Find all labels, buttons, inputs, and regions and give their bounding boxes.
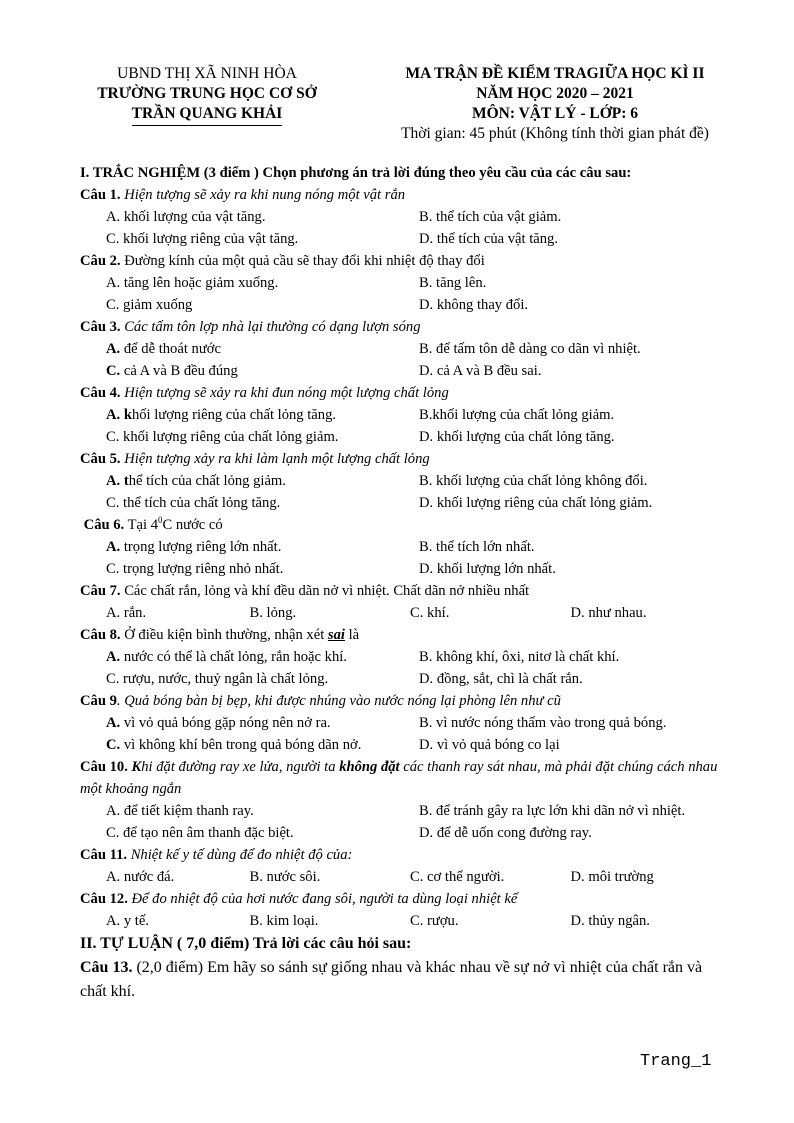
option-d: D. khối lượng lớn nhất.: [419, 561, 556, 577]
option-a: A. y tế.: [106, 913, 149, 929]
question-2: [80, 250, 720, 272]
option-d: D. môi trường: [570, 869, 654, 885]
question-13: [80, 956, 720, 1004]
question-text: Khi đặt đường ray xe lửa, người ta không đặt các thanh ray sát nhau, mà phải đặt chúng cách nhau một khoảng ngắn: [80, 759, 718, 797]
options-row: [80, 206, 720, 228]
question-text: Ở điều kiện bình thường, nhận xét sai là: [124, 627, 360, 643]
options-row: [80, 866, 720, 888]
option-c: C. trọng lượng riêng nhỏ nhất.: [106, 561, 284, 577]
question-label: Câu 4.: [80, 385, 121, 401]
option-c: C. rượu, nước, thuỷ ngân là chất lỏng.: [106, 671, 329, 687]
question-12: [80, 888, 720, 910]
question-7: [80, 580, 720, 602]
option-b: B. không khí, ôxi, nitơ là chất khí.: [419, 649, 620, 665]
option-a: A. khối lượng của vật tăng.: [106, 209, 266, 225]
question-10: [80, 756, 720, 800]
question-text: . Quả bóng bàn bị bẹp, khi được nhúng vào nước nóng lại phòng lên như cũ: [116, 693, 561, 709]
option-d: D. khối lượng của chất lỏng tăng.: [419, 429, 615, 445]
option-a: A. nước đá.: [106, 869, 175, 885]
option-c: C. khối lượng riêng của chất lỏng giảm.: [106, 429, 339, 445]
option-d: D. thể tích của vật tăng.: [419, 231, 558, 247]
question-label: Câu 9: [80, 693, 117, 709]
question-label: Câu 8.: [80, 627, 121, 643]
school-header: [62, 64, 352, 126]
question-9: [80, 690, 720, 712]
question-text: Hiện tượng sẽ xảy ra khi nung nóng một vật rắn: [124, 187, 406, 203]
question-text: Để đo nhiệt độ của hơi nước đang sôi, người ta dùng loại nhiệt kế: [131, 891, 518, 907]
question-8: [80, 624, 720, 646]
question-label: Câu 11.: [80, 847, 128, 863]
question-text: Hiện tượng xảy ra khi làm lạnh một lượng chất lỏng: [124, 451, 430, 467]
option-c: C. cả A và B đều đúng: [106, 363, 238, 379]
question-4: [80, 382, 720, 404]
options-row: [80, 228, 720, 250]
question-label: Câu 12.: [80, 891, 128, 907]
option-a: A. để dễ thoát nước: [106, 341, 221, 357]
question-1: [80, 184, 720, 206]
options-row: [80, 360, 720, 382]
question-text: Tại $4^0C$ nước có: [127, 515, 223, 533]
option-c: C. khí.: [410, 605, 450, 621]
options-row: [80, 712, 720, 734]
question-text: Nhiệt kế y tế dùng để đo nhiệt độ của:: [130, 847, 353, 863]
option-a: A. nước có thể là chất lỏng, rắn hoặc khí.: [106, 649, 347, 665]
options-row: [80, 536, 720, 558]
option-b: B. nước sôi.: [249, 869, 321, 885]
options-row: [80, 492, 720, 514]
options-row: [80, 800, 720, 822]
option-b: B.khối lượng của chất lỏng giảm.: [419, 407, 615, 423]
question-label: Câu 13.: [80, 959, 133, 976]
option-a: A. trọng lượng riêng lớn nhất.: [106, 539, 282, 555]
question-text: (2,0 điểm) Em hãy so sánh sự giống nhau và khác nhau về sự nở vì nhiệt của chất rắn và chất khí.: [80, 959, 703, 1000]
question-label: Câu 10.: [80, 759, 128, 775]
option-b: B. để tấm tôn dễ dàng co dãn vì nhiệt.: [419, 341, 641, 357]
option-d: D. để dễ uốn cong đường ray.: [419, 825, 592, 841]
option-c: C. cơ thể người.: [410, 869, 505, 885]
option-b: B. tăng lên.: [419, 275, 487, 291]
option-d: D. không thay đổi.: [419, 297, 529, 313]
question-text: Các tấm tôn lợp nhà lại thường có dạng lượn sóng: [124, 319, 421, 335]
page-number: Trang_1: [640, 1052, 712, 1071]
option-b: B. lỏng.: [249, 605, 297, 621]
option-a: A. thể tích của chất lỏng giảm.: [106, 473, 286, 489]
options-row: [80, 404, 720, 426]
option-d: D. như nhau.: [570, 605, 647, 621]
options-row: [80, 272, 720, 294]
question-6: [80, 514, 720, 536]
option-c: C. vì không khí bên trong quả bóng dãn nở.: [106, 737, 362, 753]
option-a: A. khối lượng riêng của chất lỏng tăng.: [106, 407, 337, 423]
option-d: D. khối lượng riêng của chất lỏng giảm.: [419, 495, 653, 511]
exam-duration: Thời gian: 45 phút (Không tính thời gian phát đề): [401, 125, 709, 142]
options-row: [80, 668, 720, 690]
option-c: C. khối lượng riêng của vật tăng.: [106, 231, 299, 247]
exam-header: [350, 64, 760, 144]
option-a: A. vì vỏ quả bóng gặp nóng nên nở ra.: [106, 715, 331, 731]
options-row: [80, 602, 720, 624]
question-label: Câu 5.: [80, 451, 121, 467]
option-d: D. đồng, sắt, chì là chất rắn.: [419, 671, 583, 687]
option-b: B. khối lượng của chất lỏng không đổi.: [419, 473, 648, 489]
options-row: [80, 646, 720, 668]
question-text: Các chất rắn, lỏng và khí đều dãn nở vì nhiệt. Chất dãn nở nhiều nhất: [124, 583, 530, 599]
options-row: [80, 558, 720, 580]
school-name: TRẦN QUANG KHẢI: [132, 104, 283, 126]
school-type: TRƯỜNG TRUNG HỌC CƠ SỞ: [97, 85, 317, 102]
section1-title: I. TRẮC NGHIỆM (3 điểm ) Chọn phương án trả lời đúng theo yêu cầu của các câu sau:: [80, 165, 632, 181]
option-d: D. thủy ngân.: [570, 913, 650, 929]
question-label: Câu 2.: [80, 253, 121, 269]
question-5: [80, 448, 720, 470]
options-row: [80, 426, 720, 448]
option-c: C. để tạo nên âm thanh đặc biệt.: [106, 825, 294, 841]
options-row: [80, 294, 720, 316]
section2-title: II. TỰ LUẬN ( 7,0 điểm) Trả lời các câu hỏi sau:: [80, 935, 412, 952]
options-row: [80, 470, 720, 492]
option-a: A. để tiết kiệm thanh ray.: [106, 803, 254, 819]
options-row: [80, 910, 720, 932]
question-11: [80, 844, 720, 866]
option-b: B. vì nước nóng thấm vào trong quả bóng.: [419, 715, 667, 731]
options-row: [80, 822, 720, 844]
question-label: Câu 3.: [80, 319, 121, 335]
option-d: D. vì vỏ quả bóng co lại: [419, 737, 560, 753]
question-label: Câu 1.: [80, 187, 121, 203]
option-b: B. thể tích của vật giảm.: [419, 209, 562, 225]
exam-title: MA TRẬN ĐỀ KIỂM TRAGIỮA HỌC KÌ II: [405, 65, 705, 82]
option-c: C. rượu.: [410, 913, 459, 929]
options-row: [80, 338, 720, 360]
question-text: Hiện tượng sẽ xảy ra khi đun nóng một lượng chất lỏng: [124, 385, 449, 401]
question-label: Câu 7.: [80, 583, 121, 599]
district-name: UBND THỊ XÃ NINH HÒA: [117, 65, 297, 82]
option-a: A. rắn.: [106, 605, 147, 621]
option-a: A. tăng lên hoặc giảm xuống.: [106, 275, 279, 291]
question-label: Câu 6.: [83, 517, 125, 533]
question-3: [80, 316, 720, 338]
option-b: B. thể tích lớn nhất.: [419, 539, 535, 555]
option-c: C. giảm xuống: [106, 297, 193, 313]
options-row: [80, 734, 720, 756]
option-d: D. cả A và B đều sai.: [419, 363, 542, 379]
question-text: Đường kính của một quả cầu sẽ thay đổi khi nhiệt độ thay đổi: [124, 253, 485, 269]
exam-content: [80, 162, 720, 1004]
subject-grade: MÔN: VẬT LÝ - LỚP: 6: [471, 105, 639, 122]
school-year: NĂM HỌC 2020 – 2021: [476, 85, 634, 102]
option-b: B. để tránh gây ra lực lớn khi dãn nở vì nhiệt.: [419, 803, 686, 819]
option-b: B. kim loại.: [249, 913, 319, 929]
option-c: C. thể tích của chất lỏng tăng.: [106, 495, 281, 511]
